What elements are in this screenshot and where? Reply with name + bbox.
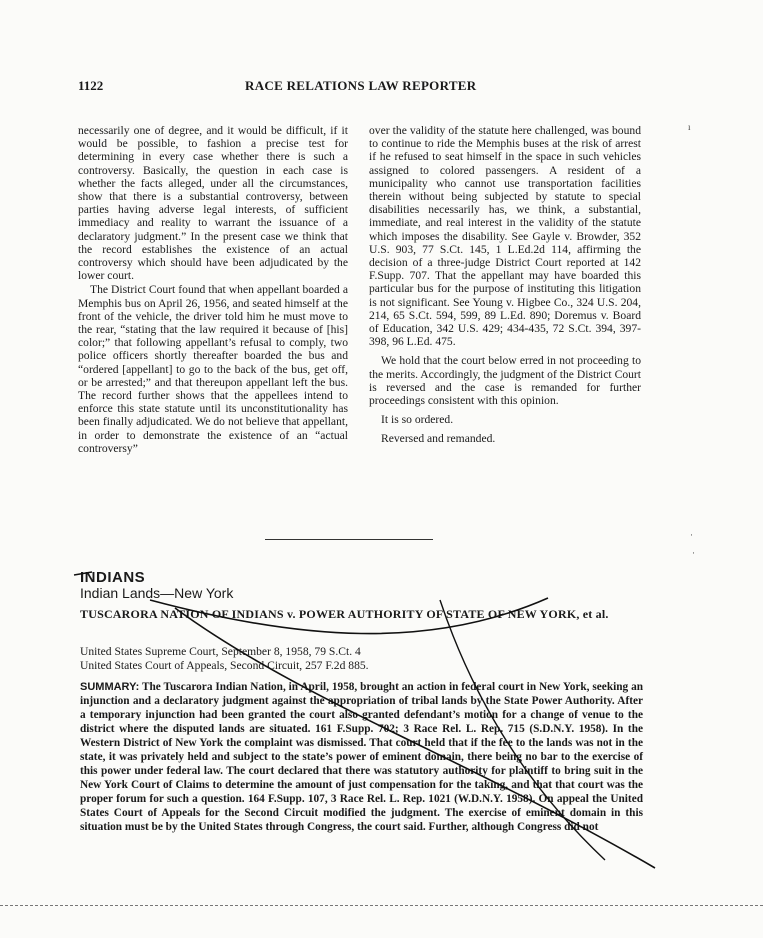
case-citations — [80, 645, 640, 672]
citation-court-of-appeals: United States Court of Appeals, Second Circuit, 257 F.2d 885. — [80, 658, 369, 672]
summary-text: The Tuscarora Indian Nation, in April, 1958, brought an action in federal court in New York, seeking an injunction and a declaratory judgment against the appropriation of tribal lands by the State Power Authority. After a temporary injunction had been granted the court also granted defendant’s motion for a change of venue to the district where the disputed lands are situated. 161 F.Supp. 702; 3 Race Rel. L. Rep. 715 (S.D.N.Y. 1958). In the Western District of New York the complaint was dismissed. That court held that if the fee to the lands was not in the state, it was privately held and subject to the state’s power of eminent domain, there being no bar to the exercise of this power under federal law. The court declared that there was statutory authority for plaintiff to bring suit in the New York Court of Claims to determine the amount of just compensation for the taking, and that that court was the proper forum for such a question. 164 F.Supp. 107, 3 Race Rel. L. Rep. 1021 (W.D.N.Y. 1958). On appeal the United States Court of Appeals for the Second Circuit modified the judgment. The exercise of eminent domain in this situation must be by the United States through Congress, the court said. Further, although Congress did not — [80, 681, 643, 833]
left-paragraph-2: The District Court found that when appellant boarded a Memphis bus on April 26, 1956, and seated himself at the front of the vehicle, the driver told him he must move to the rear, “stating that the law required it because of [his] color;” that following appellant’s refusal to comply, two police officers shortly thereafter boarded the bus and “ordered [appellant] to go to the back of the bus, get off, or be arrested;” and that thereupon appellant left the bus. The record further shows that the appellees intend to enforce this state statute until its unconstitutionality has been finally adjudicated. We do not believe that appellant, in order to demonstrate the existence of an “actual controversy” — [78, 283, 348, 455]
right-column — [369, 124, 641, 446]
case-title: TUSCARORA NATION OF INDIANS v. POWER AUTHORITY OF STATE OF NEW YORK, et al. — [80, 607, 609, 621]
summary-label: SUMMARY: — [80, 681, 140, 693]
right-paragraph-2: We hold that the court below erred in not proceeding to the merits. Accordingly, the judgment of the District Court is reversed and the case is remanded for further proceedings consistent with this opinion. — [369, 354, 641, 408]
right-paragraph-ordered: It is so ordered. — [381, 413, 454, 427]
left-column — [78, 124, 348, 455]
margin-speck: · — [690, 530, 693, 540]
margin-speck: · — [692, 548, 695, 558]
case-summary — [80, 680, 643, 834]
margin-speck: ı — [688, 122, 691, 132]
section-subheading: Indian Lands—New York — [80, 585, 234, 601]
right-paragraph-disposition: Reversed and remanded. — [381, 432, 496, 446]
section-heading: INDIANS — [80, 569, 146, 586]
right-paragraph-1: over the validity of the statute here challenged, was bound to continue to ride the Memphis buses at the risk of arrest if he refused to seat himself in the space in such vehicles assigned to colored passengers. A resident of a municipality who cannot use transportation facilities therein without being subjected by statute to special disabilities necessarily has, we think, a substantial, immediate, and real interest in the validity of the statute which imposes the disability. See Gayle v. Browder, 352 U.S. 903, 77 S.Ct. 145, 1 L.Ed.2d 114, affirming the decision of a three-judge District Court reported at 142 F.Supp. 707. That the appellant may have boarded this particular bus for the purpose of instituting this litigation is not significant. See Young v. Higbee Co., 324 U.S. 204, 214, 65 S.Ct. 594, 599, 89 L.Ed. 890; Doremus v. Board of Education, 342 U.S. 429; 434-435, 72 S.Ct. 394, 397-398, 96 L.Ed. 475. — [369, 124, 641, 349]
page-number: 1122 — [78, 78, 104, 93]
citation-supreme-court: United States Supreme Court, September 8, 1958, 79 S.Ct. 4 — [80, 645, 361, 658]
left-paragraph-1: necessarily one of degree, and it would be difficult, if it would be possible, to fashion a precise test for determining in every case whether there is such a controversy. Basically, the question in each case is whether the facts alleged, under all the circumstances, show that there is a substantial controversy, between parties having adverse legal interests, of sufficient immediacy and reality to warrant the issuance of a declaratory judgment.” In the present case we think that the record establishes the existence of an actual controversy which should have been adjudicated by the lower court. — [78, 124, 348, 283]
scan-edge-line — [0, 905, 763, 906]
section-divider — [265, 539, 433, 540]
running-head: RACE RELATIONS LAW REPORTER — [245, 78, 477, 93]
